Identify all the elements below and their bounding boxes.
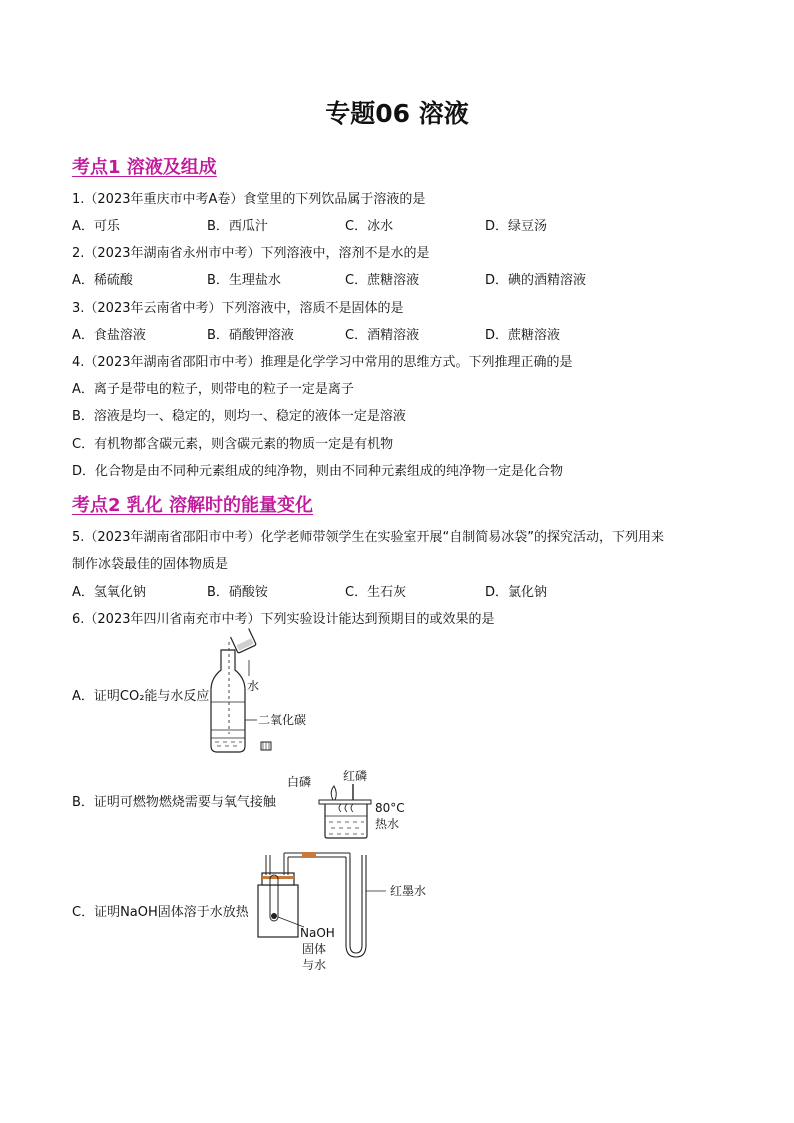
q1-option-c: C．冰水 — [345, 219, 394, 234]
q2-option-a: A．稀硫酸 — [72, 273, 133, 288]
q4-option-b: B．溶液是均一、稳定的，则均一、稳定的液体一定是溶液 — [72, 409, 406, 424]
label-naoh: NaOH — [300, 926, 335, 940]
question-6-stem: 6.（2023年四川省南充市中考）下列实验设计能达到预期目的或效果的是 — [72, 612, 495, 627]
q3-option-c: C．酒精溶液 — [345, 328, 420, 343]
co2-bottle-figure — [205, 630, 335, 755]
beaker — [325, 804, 367, 838]
label-solid: 固体 — [302, 942, 327, 956]
question-3-stem: 3.（2023年云南省中考）下列溶液中，溶质不是固体的是 — [72, 301, 404, 316]
label-with-water: 与水 — [302, 958, 327, 972]
q6-option-a: A．证明CO₂能与水反应 — [72, 689, 210, 704]
plastic-bottle — [211, 650, 245, 752]
question-2-stem: 2.（2023年湖南省永州市中考）下列溶液中，溶剂不是水的是 — [72, 246, 430, 261]
question-5-stem-line1: 5.（2023年湖南省邵阳市中考）化学老师带领学生在实验室开展“自制简易冰袋”的探究活动，下列用来 — [72, 530, 664, 545]
q2-option-b: B．生理盐水 — [207, 273, 281, 288]
q5-option-b: B．硝酸铵 — [207, 585, 268, 600]
label-hot-water: 热水 — [375, 817, 400, 831]
label-co2: 二氧化碳 — [258, 713, 307, 727]
question-5-stem-line2: 制作冰袋最佳的固体物质是 — [72, 557, 229, 572]
phosphorus-combustion-figure — [285, 760, 415, 842]
q3-option-d: D．蔗糖溶液 — [485, 328, 561, 343]
q4-option-d: D．化合物是由不同种元素组成的纯净物，则由不同种元素组成的纯净物一定是化合物 — [72, 464, 564, 479]
q5-option-d: D．氯化钠 — [485, 585, 548, 600]
q1-option-a: A．可乐 — [72, 219, 120, 234]
q4-option-a: A．离子是带电的粒子，则带电的粒子一定是离子 — [72, 382, 354, 397]
u-tube — [346, 855, 366, 957]
rubber-connector — [302, 852, 316, 858]
q5-option-a: A．氢氧化钠 — [72, 585, 146, 600]
naoh-dissolution-figure — [250, 845, 427, 975]
section-heading-1: 考点1 溶液及组成 — [72, 157, 217, 178]
q6-option-b: B．证明可燃物燃烧需要与氧气接触 — [72, 795, 276, 810]
section-heading-2: 考点2 乳化 溶解时的能量变化 — [72, 495, 314, 516]
label-red-phosphorus: 红磷 — [343, 769, 368, 783]
label-water: 水 — [247, 679, 260, 693]
q2-option-c: C．蔗糖溶液 — [345, 273, 420, 288]
q2-option-d: D．碘的酒精溶液 — [485, 273, 587, 288]
question-4-stem: 4.（2023年湖南省邵阳市中考）推理是化学学习中常用的思维方式。下列推理正确的是 — [72, 355, 573, 370]
page-title: 专题06 溶液 — [325, 99, 469, 128]
question-1-stem: 1.（2023年重庆市中考A卷）食堂里的下列饮品属于溶液的是 — [72, 192, 426, 207]
q3-option-a: A．食盐溶液 — [72, 328, 146, 343]
q1-option-b: B．西瓜汁 — [207, 219, 268, 234]
q6-option-c: C．证明NaOH固体溶于水放热 — [72, 905, 249, 920]
label-temperature: 80°C — [375, 801, 405, 815]
copper-plate — [319, 800, 371, 804]
q1-option-d: D．绿豆汤 — [485, 219, 548, 234]
label-white-phosphorus: 白磷 — [287, 775, 312, 789]
q5-option-c: C．生石灰 — [345, 585, 407, 600]
q4-option-c: C．有机物都含碳元素，则含碳元素的物质一定是有机物 — [72, 437, 394, 452]
label-red-ink: 红墨水 — [390, 884, 427, 898]
q3-option-b: B．硝酸钾溶液 — [207, 328, 294, 343]
flame-icon — [331, 786, 336, 800]
